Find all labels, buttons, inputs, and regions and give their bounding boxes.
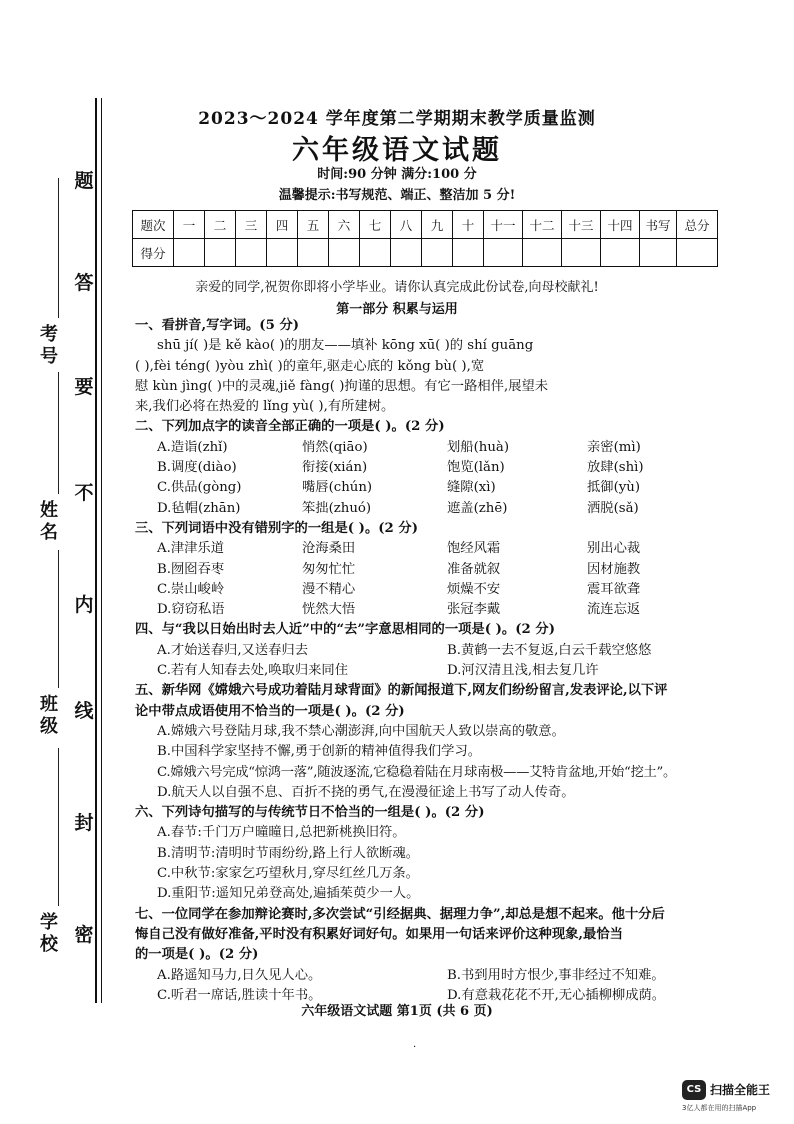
exam-title-main: 六年级语文试题 xyxy=(292,135,502,166)
score-header-cell: 二 xyxy=(205,211,236,239)
option-item: 饱览(lǎn) xyxy=(447,460,505,476)
option-item: 嘴唇(chún) xyxy=(302,480,373,496)
margin-char-ti: 题 xyxy=(74,170,94,192)
score-header-cell: 七 xyxy=(360,211,391,239)
option-item: 流连忘返 xyxy=(587,602,641,618)
option-item: D.河汉清且浅,相去复几许 xyxy=(447,663,599,679)
score-header-cell: 总分 xyxy=(677,211,718,239)
question-5-option: A.嫦娥六号登陆月球,我不禁心潮澎湃,向中国航天人致以崇高的敬意。 xyxy=(157,723,565,739)
option-item: D.毡帽(zhān) xyxy=(157,500,241,516)
question-content xyxy=(135,316,775,1006)
option-item: 划船(huà) xyxy=(447,439,510,455)
margin-char-da: 答 xyxy=(74,272,94,294)
option-item: 震耳欲聋 xyxy=(587,581,641,597)
score-header-cell: 一 xyxy=(174,211,205,239)
question-4-title: 四、与“我以日始出时去人近”中的“去”字意思相同的一项是( )。(2 分) xyxy=(135,622,555,638)
option-item: 别出心裁 xyxy=(587,541,641,557)
greeting: 亲爱的同学,祝贺你即将小学毕业。请你认真完成此份试卷,向母校献礼! xyxy=(195,280,599,295)
question-1-line: shū jí( )是 kě kào( )的朋友——填补 kōng xū( )的 shí guāng xyxy=(157,338,534,354)
score-header-cell: 书写 xyxy=(640,211,677,239)
option-item: C.听君一席话,胜读十年书。 xyxy=(157,987,322,1003)
score-cell[interactable] xyxy=(562,239,601,267)
question-2-title: 二、下列加点字的读音全部正确的一项是( )。(2 分) xyxy=(135,419,445,435)
score-table-score-row xyxy=(133,239,718,267)
option-item: B.书到用时方恨少,事非经过不知难。 xyxy=(447,967,665,983)
score-row-label: 得分 xyxy=(133,239,174,267)
question-3-option-row xyxy=(135,539,775,559)
score-cell[interactable] xyxy=(391,239,422,267)
exam-meta: 时间:90 分钟 满分:100 分 xyxy=(317,167,477,182)
score-cell[interactable] xyxy=(205,239,236,267)
score-cell[interactable] xyxy=(640,239,677,267)
question-6-title: 六、下列诗句描写的与传统节日不恰当的一组是( )。(2 分) xyxy=(135,805,485,821)
score-cell[interactable] xyxy=(329,239,360,267)
option-item: 恍然大悟 xyxy=(302,602,356,618)
score-header-cell: 五 xyxy=(298,211,329,239)
option-item: C.崇山峻岭 xyxy=(157,581,225,597)
question-1-line: 慰 kùn jìng( )中的灵魂,jiě fàng( )拘谨的思想。有它一路相伴,展望未 xyxy=(135,378,549,394)
margin-char-bu: 不 xyxy=(74,482,94,504)
option-item: 抵御(yù) xyxy=(587,480,641,496)
question-6-option: A.春节:千门万户曈曈日,总把新桃换旧符。 xyxy=(157,825,406,841)
score-header-cell: 九 xyxy=(422,211,453,239)
exam-title-line1: 2023～2024 学年度第二学期期末教学质量监测 xyxy=(198,109,596,129)
question-6-option: C.中秋节:家家乞巧望秋月,穿尽红丝几万条。 xyxy=(157,866,419,882)
option-item: 烦燥不安 xyxy=(447,581,501,597)
option-item: B.黄鹤一去不复返,白云千载空悠悠 xyxy=(447,642,652,658)
option-item: D.窃窃私语 xyxy=(157,602,225,618)
question-5-title-cont: 论中带点成语使用不恰当的一项是( )。(2 分) xyxy=(135,703,405,719)
option-item: 衔接(xián) xyxy=(302,460,368,476)
margin-char-mi: 密 xyxy=(74,924,94,946)
scanner-logo-icon: CS xyxy=(682,1080,706,1100)
option-item: A.造诣(zhǐ) xyxy=(157,439,228,455)
option-item: D.有意栽花花不开,无心插柳柳成荫。 xyxy=(447,987,666,1003)
binding-line-inner xyxy=(101,98,102,1003)
question-5-option: B.中国科学家坚持不懈,勇于创新的精神值得我们学习。 xyxy=(157,744,482,760)
option-item: A.才始送春归,又送春归去 xyxy=(157,642,309,658)
field-label-class: 班级 xyxy=(40,694,58,737)
question-5-title: 五、新华网《嫦娥六号成功着陆月球背面》的新闻报道下,网友们纷纷留言,发表评论,以下评 xyxy=(135,683,668,699)
score-cell[interactable] xyxy=(453,239,484,267)
score-table xyxy=(132,210,718,267)
field-label-name: 姓名 xyxy=(40,500,58,543)
score-header-cell: 六 xyxy=(329,211,360,239)
option-item: 沧海桑田 xyxy=(302,541,356,557)
margin-char-xian: 线 xyxy=(74,700,94,722)
score-cell[interactable] xyxy=(484,239,523,267)
score-header-cell: 十四 xyxy=(601,211,640,239)
option-item: 放肆(shì) xyxy=(587,460,644,476)
binding-line xyxy=(95,98,97,1003)
question-7-title-cont: 的一项是( )。(2 分) xyxy=(135,947,259,963)
option-item: 洒脱(sǎ) xyxy=(587,500,639,516)
margin-char-nei: 内 xyxy=(74,594,94,616)
scanner-brand: 扫描全能王 xyxy=(710,1083,771,1097)
question-3-option-row xyxy=(135,560,775,580)
question-2-option-row xyxy=(135,499,775,519)
question-5-option: D.航天人以自强不息、百折不挠的勇气,在漫漫征途上书写了动人传奇。 xyxy=(157,784,575,800)
score-header-cell: 三 xyxy=(236,211,267,239)
question-1-line: 来,我们必将在热爱的 lǐng yù( ),有所建树。 xyxy=(135,399,395,415)
score-cell[interactable] xyxy=(267,239,298,267)
score-cell[interactable] xyxy=(601,239,640,267)
option-item: 遮盖(zhē) xyxy=(447,500,508,516)
question-7-title: 七、一位同学在参加辩论赛时,多次尝试“引经据典、据理力争”,却总是想不起来。他十分后 xyxy=(135,906,665,922)
margin-char-feng: 封 xyxy=(74,812,94,834)
score-header-cell: 四 xyxy=(267,211,298,239)
score-header-cell: 十 xyxy=(453,211,484,239)
option-item: 因材施教 xyxy=(587,561,641,577)
score-cell[interactable] xyxy=(236,239,267,267)
score-header-cell: 十三 xyxy=(562,211,601,239)
question-3-title: 三、下列词语中没有错别字的一组是( )。(2 分) xyxy=(135,520,419,536)
question-4-option-row xyxy=(135,641,775,661)
score-header-cell: 八 xyxy=(391,211,422,239)
question-5-option: C.嫦娥六号完成“惊鸿一落”,随波逐流,它稳稳着陆在月球南极——艾特肯盆地,开始“挖土”。 xyxy=(157,764,676,780)
option-item: C.供品(gòng) xyxy=(157,480,242,496)
option-item: 漫不精心 xyxy=(302,581,356,597)
score-table-header-row xyxy=(133,211,718,239)
question-1-line: ( ),fèi téng( )yòu zhì( )的童年,驱走心底的 kǒng bù( ),宽 xyxy=(135,358,485,374)
score-header-cell: 十一 xyxy=(484,211,523,239)
score-cell[interactable] xyxy=(677,239,718,267)
option-item: 缝隙(xì) xyxy=(447,480,496,496)
score-header-cell: 题次 xyxy=(133,211,174,239)
exam-tip: 温馨提示:书写规范、端正、整洁加 5 分! xyxy=(278,188,516,203)
score-header-cell: 十二 xyxy=(523,211,562,239)
question-2-option-row xyxy=(135,478,775,498)
option-item: 准备就叙 xyxy=(447,561,501,577)
option-item: 匆匆忙忙 xyxy=(302,561,356,577)
option-item: 亲密(mì) xyxy=(587,439,641,455)
scanner-tagline: 3亿人都在用的扫描App xyxy=(682,1104,757,1112)
part-heading: 第一部分 积累与运用 xyxy=(336,302,458,317)
field-label-exam-number: 考号 xyxy=(40,324,58,367)
score-cell[interactable] xyxy=(174,239,205,267)
option-item: 张冠李戴 xyxy=(447,602,501,618)
question-6-option: B.清明节:清明时节雨纷纷,路上行人欲断魂。 xyxy=(157,845,420,861)
question-7-title-cont: 悔自己没有做好准备,平时没有积累好词好句。如果用一句话来评价这种现象,最恰当 xyxy=(135,926,623,942)
question-1-title: 一、看拼音,写字词。(5 分) xyxy=(135,318,300,333)
question-2-option-row xyxy=(135,438,775,458)
field-line-school[interactable] xyxy=(58,748,59,906)
option-item: 笨拙(zhuó) xyxy=(302,500,372,516)
field-line-class[interactable] xyxy=(58,550,59,688)
question-3-option-row xyxy=(135,580,775,600)
option-item: A.路遥知马力,日久见人心。 xyxy=(157,967,322,983)
field-label-school: 学校 xyxy=(40,912,58,955)
score-cell[interactable] xyxy=(523,239,562,267)
option-item: 饱经风霜 xyxy=(447,541,501,557)
question-2-option-row xyxy=(135,458,775,478)
stray-mark: · xyxy=(413,1042,417,1053)
option-item: 悄然(qiāo) xyxy=(302,439,368,455)
option-item: A.津津乐道 xyxy=(157,541,225,557)
field-line-name[interactable] xyxy=(58,372,59,494)
margin-char-yao: 要 xyxy=(74,376,94,398)
option-item: B.囫囵吞枣 xyxy=(157,561,225,577)
option-item: C.若有人知春去处,唤取归来同住 xyxy=(157,663,349,679)
score-cell[interactable] xyxy=(422,239,453,267)
score-cell[interactable] xyxy=(298,239,329,267)
question-7-option-row xyxy=(135,966,775,986)
option-item: B.调度(diào) xyxy=(157,460,237,476)
question-4-option-row xyxy=(135,661,775,681)
score-cell[interactable] xyxy=(360,239,391,267)
question-3-option-row xyxy=(135,600,775,620)
page-footer: 六年级语文试题 第1页 (共 6 页) xyxy=(301,1004,493,1019)
question-6-option: D.重阳节:遥知兄弟登高处,遍插茱萸少一人。 xyxy=(157,886,420,902)
